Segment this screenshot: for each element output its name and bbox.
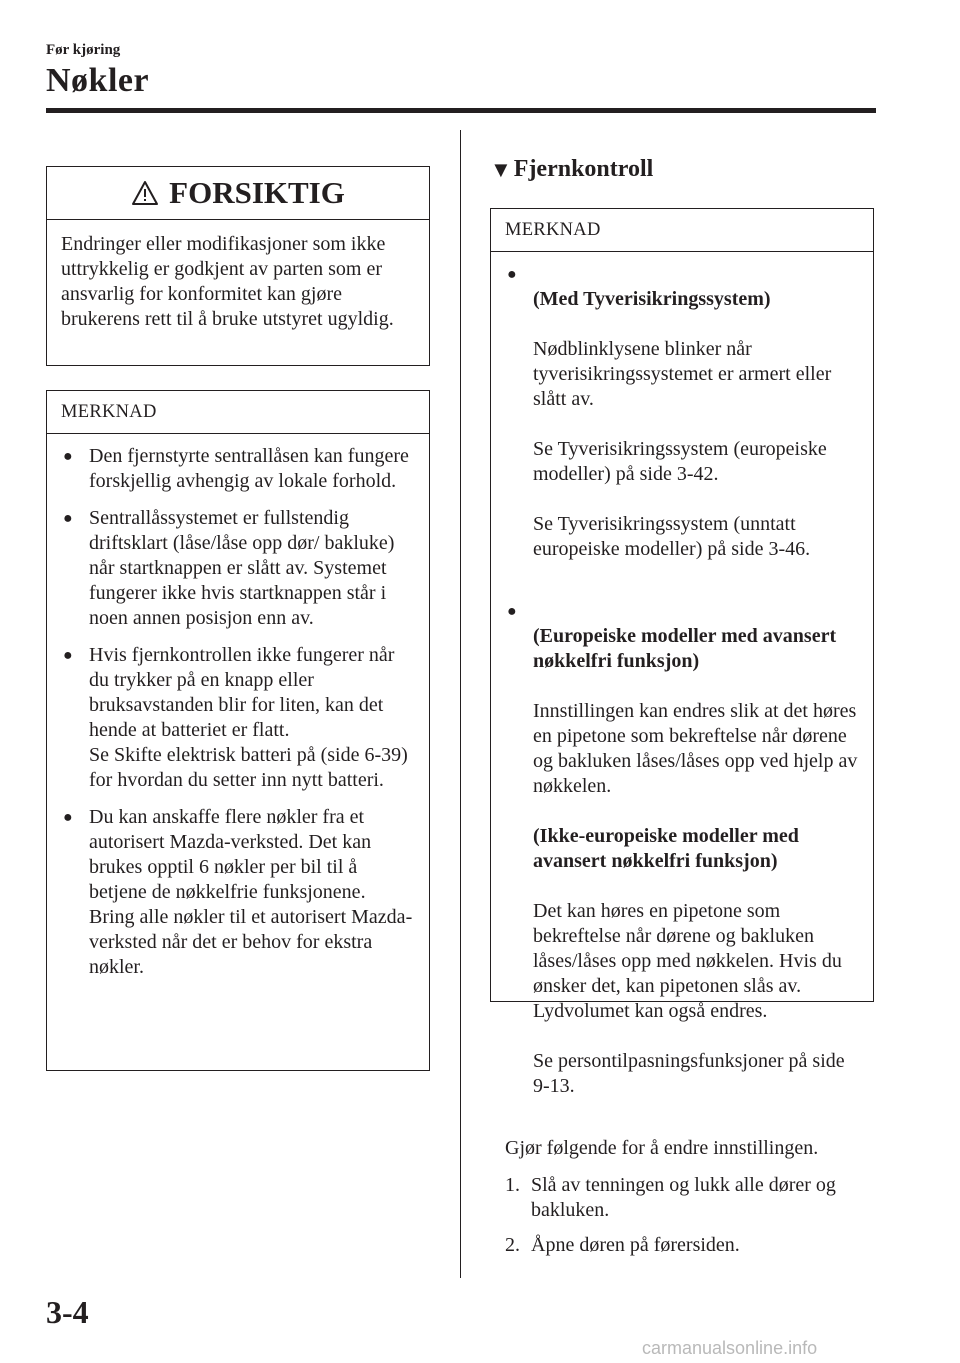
header-rule bbox=[46, 108, 876, 113]
note-content bbox=[491, 252, 873, 1258]
watermark: carmanualsonline.info bbox=[642, 1338, 818, 1358]
item-heading: (Europeiske modeller med avansert nøkkelfri funksjon) bbox=[533, 625, 837, 672]
page-number: 3-4 bbox=[46, 1294, 89, 1330]
bullet-icon: ● bbox=[507, 266, 517, 283]
caution-header bbox=[47, 167, 429, 219]
list-item bbox=[505, 262, 859, 587]
warning-triangle-icon bbox=[131, 180, 159, 206]
caution-text: Endringer eller modifikasjoner som ikke uttrykkelig er godkjent av parten som er ansvarlig for konformitet kan gjøre brukerens rett til å bruke utstyret ugyldig. bbox=[61, 233, 394, 330]
list-item bbox=[505, 599, 859, 1124]
bullet-icon: ● bbox=[507, 603, 517, 620]
list-item: ● Sentrallåssystemet er fullstendig driftsklart (låse/låse opp dør/ bakluke) når startknappen er slått av. Systemet fungerer ikke hvis startknappen står i noen annen posisjon enn av. bbox=[63, 507, 395, 629]
item-heading: (Ikke-europeiske modeller med avansert nøkkelfri funksjon) bbox=[533, 825, 799, 872]
note-list bbox=[47, 434, 429, 980]
list-item: ● Den fjernstyrte sentrallåsen kan fungere forskjellig avhengig av lokale forhold. bbox=[63, 445, 409, 492]
caution-title: FORSIKTIG bbox=[169, 175, 345, 210]
step-item: 2. Åpne døren på førersiden. bbox=[505, 1234, 740, 1256]
section-title: Fjernkontroll bbox=[513, 156, 654, 182]
list-item: ● Du kan anskaffe flere nøkler fra et autorisert Mazda-verksted. Det kan brukes opptil 6 nøkler per bil til å betjene de nøkkelfrie funksjonene. Bring alle nøkler til et autorisert Mazda-verksted når det er behov for ekstra nøkler. bbox=[63, 806, 413, 978]
note-box-right bbox=[490, 208, 874, 1256]
item-heading: (Med Tyverisikringssystem) bbox=[533, 288, 771, 310]
section-label: Før kjøring bbox=[46, 42, 121, 58]
bullet-icon: ● bbox=[63, 510, 73, 527]
caution-box bbox=[46, 166, 430, 366]
item-reference: Se Tyverisikringssystem (europeiske modeller) på side 3-42. bbox=[533, 438, 827, 485]
step-item: 1. Slå av tenningen og lukk alle dører og bakluken. bbox=[505, 1174, 836, 1221]
item-text: Innstillingen kan endres slik at det høres en pipetone som bekreftelse når dørene og bakluken låses/låses opp ved hjelp av nøkkelen. bbox=[533, 700, 858, 797]
note-title: MERKNAD bbox=[505, 219, 601, 240]
bullet-icon: ● bbox=[63, 647, 73, 664]
instruction-text: Gjør følgende for å endre innstillingen. bbox=[505, 1137, 819, 1159]
list-item: ● Hvis fjernkontrollen ikke fungerer når du trykker på en knapp eller bruksavstanden blir for liten, kan det hende at batteriet er flatt. Se Skifte elektrisk batteri på (side 6-39) for hvordan du setter inn nytt batteri. bbox=[63, 644, 408, 791]
bullet-icon: ● bbox=[63, 809, 73, 826]
note-box-left bbox=[46, 390, 430, 1071]
note-title: MERKNAD bbox=[61, 401, 157, 422]
page-title: Nøkler bbox=[46, 62, 150, 99]
triangle-down-icon: ▼ bbox=[490, 156, 512, 182]
item-text: Nødblinklysene blinker når tyverisikringssystemet er armert eller slått av. bbox=[533, 338, 832, 410]
item-text: Det kan høres en pipetone som bekreftelse når dørene og bakluken låses/låses opp med nøkkelen. Hvis du ønsker det, kan pipetonen slås av. Lydvolumet kan også endres. bbox=[533, 900, 842, 1022]
item-reference: Se persontilpasningsfunksjoner på side 9-13. bbox=[533, 1050, 845, 1097]
bullet-icon: ● bbox=[63, 448, 73, 465]
item-reference: Se Tyverisikringssystem (unntatt europeiske modeller) på side 3-46. bbox=[533, 513, 811, 560]
section-heading bbox=[490, 156, 653, 183]
column-divider bbox=[460, 130, 461, 1278]
